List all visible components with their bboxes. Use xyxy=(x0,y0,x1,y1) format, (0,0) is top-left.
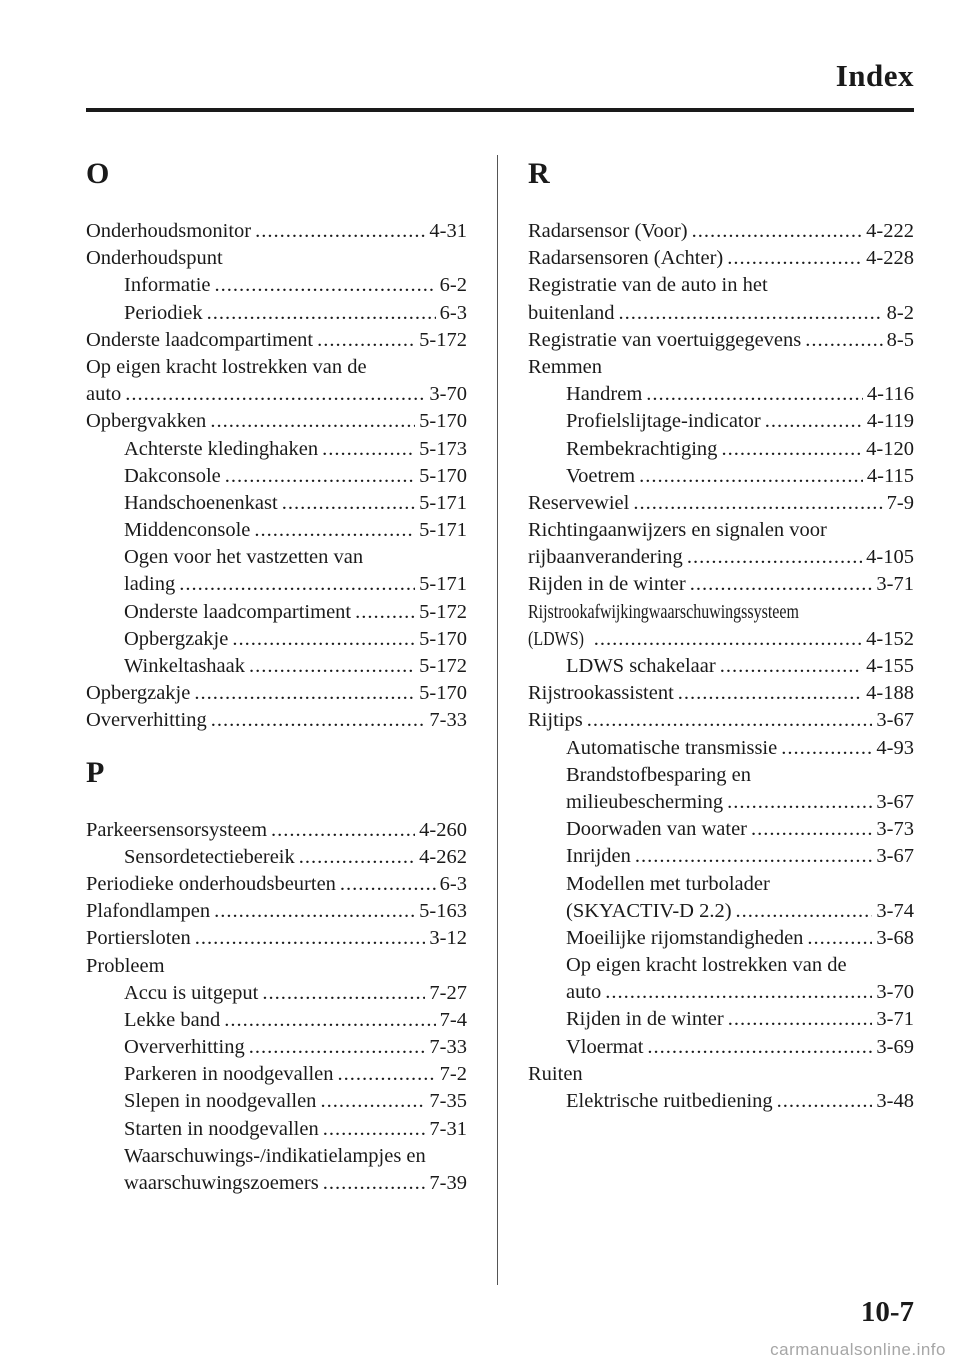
entry-page: 4-120 xyxy=(866,437,914,460)
dot-leader xyxy=(736,898,873,925)
index-subentry xyxy=(86,1034,467,1061)
dot-leader xyxy=(728,1006,873,1033)
index-subentry xyxy=(528,952,914,979)
entry-text: Voetrem xyxy=(566,464,636,487)
entry-text: Periodieke onderhoudsbeurten xyxy=(86,872,336,895)
watermark: carmanualsonline.info xyxy=(770,1340,946,1359)
index-subentry xyxy=(528,463,914,490)
entry-text: Onderhoudsmonitor xyxy=(86,220,252,242)
dot-leader xyxy=(232,626,415,653)
index-entry xyxy=(528,218,914,245)
entry-text: Onderhoudspunt xyxy=(86,247,223,270)
entry-page: 4-188 xyxy=(866,682,914,705)
index-section-o xyxy=(86,154,467,735)
column-divider xyxy=(497,155,498,1285)
entry-text: Rijden in de winter xyxy=(528,573,686,596)
entry-page: 3-70 xyxy=(876,981,914,1004)
entry-text: Onderste laadcompartiment xyxy=(86,328,314,351)
index-entry xyxy=(528,327,914,354)
dot-leader xyxy=(249,1034,426,1061)
entry-page: 7-39 xyxy=(429,1172,467,1194)
entry-text: Inrijden xyxy=(566,845,631,868)
dot-leader xyxy=(249,653,415,680)
entry-page: 4-115 xyxy=(866,464,914,487)
index-entry xyxy=(86,871,467,898)
dot-leader xyxy=(687,544,862,571)
entry-text: Radarsensoren (Achter) xyxy=(528,247,724,270)
index-entry xyxy=(86,408,467,435)
page-title: Index xyxy=(835,58,914,93)
entry-text: Moeilijke rijomstandigheden xyxy=(566,926,804,949)
dot-leader xyxy=(646,381,863,408)
dot-leader xyxy=(619,300,883,327)
index-subentry xyxy=(86,544,467,571)
entry-text: Oververhitting xyxy=(86,709,207,732)
entry-page: 5-170 xyxy=(419,410,467,433)
index-subentry xyxy=(528,816,914,843)
index-entry xyxy=(528,517,914,544)
entry-text: Probleem xyxy=(86,954,165,977)
index-entry xyxy=(528,571,914,598)
entry-page: 7-33 xyxy=(429,1036,467,1059)
dot-leader xyxy=(179,571,415,598)
index-subentry xyxy=(528,436,914,463)
index-entry xyxy=(86,817,467,844)
entry-text: Rijden in de winter xyxy=(566,1008,724,1031)
index-entry xyxy=(528,626,914,653)
entry-text: Lekke band xyxy=(124,1008,221,1031)
dot-leader xyxy=(254,517,415,544)
index-subentry xyxy=(528,735,914,762)
index-subentry xyxy=(86,980,467,1007)
entry-text: Handrem xyxy=(566,383,643,406)
entry-page: 3-73 xyxy=(876,818,914,841)
dot-leader xyxy=(690,571,873,598)
index-subentry xyxy=(86,490,467,517)
entry-text: Slepen in noodgevallen xyxy=(124,1090,317,1113)
index-entry xyxy=(86,381,467,408)
entry-page: 5-171 xyxy=(419,491,467,514)
dot-leader xyxy=(340,871,436,898)
entry-text: Waarschuwings-/indikatielampjes en xyxy=(124,1144,426,1167)
index-subentry xyxy=(86,1170,467,1197)
dot-leader xyxy=(215,272,436,299)
entry-text: Portiersloten xyxy=(86,927,191,950)
entry-page: 3-69 xyxy=(876,1035,914,1058)
index-entry xyxy=(528,707,914,734)
entry-text: lading xyxy=(124,573,176,596)
entry-text: Dakconsole xyxy=(124,464,221,487)
entry-page: 4-119 xyxy=(866,410,914,433)
index-subentry xyxy=(528,843,914,870)
entry-page: 3-48 xyxy=(876,1090,914,1112)
entry-page: 5-163 xyxy=(419,900,467,923)
index-entry xyxy=(528,680,914,707)
index-entry xyxy=(528,354,914,381)
index-entry xyxy=(528,490,914,517)
index-entry xyxy=(86,218,467,245)
dot-leader xyxy=(225,463,415,490)
entry-text: Sensordetectiebereik xyxy=(124,845,295,868)
dot-leader xyxy=(323,1116,426,1143)
entry-text: buitenland xyxy=(528,301,615,324)
entry-page: 3-71 xyxy=(876,1008,914,1031)
entry-text: Reservewiel xyxy=(528,491,630,514)
entry-text: Remmen xyxy=(528,355,603,378)
entry-page: 5-171 xyxy=(419,573,467,596)
index-subentry xyxy=(86,436,467,463)
entry-page: 3-67 xyxy=(876,709,914,732)
index-column-left xyxy=(86,154,467,1197)
entry-page: 5-173 xyxy=(419,437,467,460)
dot-leader xyxy=(605,979,872,1006)
section-letter: O xyxy=(86,157,110,190)
dot-leader xyxy=(777,1088,873,1115)
entry-text: Radarsensor (Voor) xyxy=(528,220,688,242)
index-section-p xyxy=(86,753,467,1198)
index-section-r xyxy=(528,154,914,1115)
entry-page: 5-170 xyxy=(419,627,467,650)
dot-leader xyxy=(337,1061,435,1088)
index-subentry xyxy=(86,1007,467,1034)
index-subentry xyxy=(528,653,914,680)
entry-page: 3-67 xyxy=(876,845,914,868)
entry-page: 5-172 xyxy=(419,600,467,623)
dot-leader xyxy=(805,327,882,354)
entry-page: 7-31 xyxy=(429,1117,467,1140)
index-entry xyxy=(528,300,914,327)
entry-text: Rijstrookafwijkingwaarschuwingssysteem xyxy=(528,600,799,623)
entry-text: Oververhitting xyxy=(124,1036,245,1059)
dot-leader xyxy=(692,218,863,245)
entry-page: 5-171 xyxy=(419,519,467,542)
dot-leader xyxy=(262,980,425,1007)
entry-page: 5-170 xyxy=(419,682,467,705)
entry-text: Brandstofbesparing en xyxy=(566,763,752,786)
index-subentry xyxy=(86,517,467,544)
entry-page: 4-105 xyxy=(866,546,914,569)
entry-page: 3-67 xyxy=(876,790,914,813)
index-subentry xyxy=(86,1088,467,1115)
entry-text: Ogen voor het vastzetten van xyxy=(124,546,364,569)
entry-text: Registratie van voertuiggegevens xyxy=(528,328,802,351)
entry-text: Profielslijtage-indicator xyxy=(566,410,761,433)
dot-leader xyxy=(639,463,863,490)
dot-leader xyxy=(355,599,415,626)
index-entry xyxy=(86,327,467,354)
entry-text: Registratie van de auto in het xyxy=(528,274,768,297)
entry-page: 7-35 xyxy=(429,1090,467,1113)
entry-text: Plafondlampen xyxy=(86,900,211,923)
entry-text: Parkeersensorsysteem xyxy=(86,818,268,841)
index-subentry xyxy=(86,1143,467,1170)
index-subentry xyxy=(86,653,467,680)
index-subentry xyxy=(86,1061,467,1088)
dot-leader xyxy=(211,707,426,734)
index-entry xyxy=(86,925,467,952)
dot-leader xyxy=(320,1088,425,1115)
index-entry xyxy=(86,898,467,925)
entry-text: (LDWS) xyxy=(528,627,584,650)
dot-leader xyxy=(807,925,872,952)
index-subentry xyxy=(528,925,914,952)
entry-page: 7-27 xyxy=(429,981,467,1004)
entry-text: Modellen met turbolader xyxy=(566,872,770,895)
index-column-right xyxy=(528,154,914,1115)
entry-text: Rijstrookassistent xyxy=(528,682,674,705)
dot-leader xyxy=(727,789,872,816)
entry-page: 5-170 xyxy=(419,464,467,487)
dot-leader xyxy=(210,408,415,435)
entry-text: Elektrische ruitbediening xyxy=(566,1090,773,1112)
index-subentry xyxy=(528,1034,914,1061)
entry-text: Rijtips xyxy=(528,709,583,732)
index-entry xyxy=(86,680,467,707)
entry-page: 4-152 xyxy=(866,627,914,650)
dot-leader xyxy=(721,436,862,463)
entry-text: auto xyxy=(566,981,602,1004)
entry-page: 4-155 xyxy=(866,655,914,677)
index-entry xyxy=(86,245,467,272)
index-subentry xyxy=(86,571,467,598)
entry-text: Richtingaanwijzers en signalen voor xyxy=(528,519,827,542)
entry-text: Periodiek xyxy=(124,301,203,324)
index-subentry xyxy=(528,762,914,789)
section-letter: R xyxy=(528,157,550,190)
dot-leader xyxy=(594,626,862,653)
dot-leader xyxy=(635,843,873,870)
entry-text: Middenconsole xyxy=(124,519,251,542)
entry-text: Op eigen kracht lostrekken van de xyxy=(566,954,847,977)
index-subentry xyxy=(86,463,467,490)
dot-leader xyxy=(727,245,862,272)
entry-page: 3-71 xyxy=(876,573,914,596)
entry-text: rijbaanverandering xyxy=(528,546,683,569)
index-entry xyxy=(528,1061,914,1088)
entry-page: 4-228 xyxy=(866,247,914,270)
header-rule xyxy=(86,108,914,112)
index-subentry xyxy=(528,789,914,816)
entry-text: Op eigen kracht lostrekken van de xyxy=(86,355,367,378)
dot-leader xyxy=(195,925,426,952)
index-entry xyxy=(86,707,467,734)
entry-text: Parkeren in noodgevallen xyxy=(124,1063,334,1086)
index-subentry xyxy=(86,626,467,653)
dot-leader xyxy=(633,490,882,517)
entry-text: Opbergvakken xyxy=(86,410,207,433)
dot-leader xyxy=(678,680,862,707)
index-entry xyxy=(86,953,467,980)
entry-page: 5-172 xyxy=(419,655,467,677)
dot-leader xyxy=(207,300,436,327)
index-entry xyxy=(528,599,914,626)
entry-page: 6-3 xyxy=(439,301,467,324)
index-subentry xyxy=(528,1006,914,1033)
entry-text: Informatie xyxy=(124,274,211,297)
entry-page: 7-2 xyxy=(439,1063,467,1086)
page-number: 10-7 xyxy=(860,1296,914,1328)
dot-leader xyxy=(751,816,872,843)
index-entry xyxy=(86,354,467,381)
entry-page: 4-260 xyxy=(419,818,467,841)
index-subentry xyxy=(86,599,467,626)
entry-text: LDWS schakelaar xyxy=(566,655,716,677)
dot-leader xyxy=(587,707,873,734)
dot-leader xyxy=(214,898,415,925)
dot-leader xyxy=(781,735,872,762)
dot-leader xyxy=(322,436,415,463)
dot-leader xyxy=(323,1170,426,1197)
dot-leader xyxy=(647,1034,872,1061)
dot-leader xyxy=(271,817,415,844)
entry-page: 4-262 xyxy=(419,845,467,868)
entry-page: 3-70 xyxy=(429,383,467,406)
entry-page: 7-4 xyxy=(439,1008,467,1031)
dot-leader xyxy=(255,218,425,245)
index-subentry xyxy=(528,871,914,898)
entry-text: Doorwaden van water xyxy=(566,818,748,841)
dot-leader xyxy=(125,381,425,408)
index-subentry xyxy=(528,1088,914,1115)
dot-leader xyxy=(194,680,415,707)
entry-text: Handschoenenkast xyxy=(124,491,278,514)
entry-page: 4-93 xyxy=(876,736,914,759)
entry-text: (SKYACTIV-D 2.2) xyxy=(566,899,732,922)
index-entry xyxy=(528,272,914,299)
entry-text: Rembekrachtiging xyxy=(566,437,718,460)
entry-text: Vloermat xyxy=(566,1035,644,1058)
index-entry xyxy=(528,544,914,571)
entry-page: 3-74 xyxy=(876,899,914,922)
entry-page: 6-2 xyxy=(439,274,467,297)
index-subentry xyxy=(86,844,467,871)
index-subentry xyxy=(528,381,914,408)
entry-page: 7-33 xyxy=(429,709,467,732)
index-subentry xyxy=(86,300,467,327)
dot-leader xyxy=(720,653,862,680)
entry-text: Accu is uitgeput xyxy=(124,981,259,1004)
dot-leader xyxy=(299,844,415,871)
entry-text: Ruiten xyxy=(528,1062,583,1085)
entry-text: milieubescherming xyxy=(566,790,724,813)
entry-page: 5-172 xyxy=(419,328,467,351)
entry-text: Onderste laadcompartiment xyxy=(124,600,352,623)
dot-leader xyxy=(765,408,863,435)
index-subentry xyxy=(528,979,914,1006)
entry-page: 4-31 xyxy=(429,220,467,242)
section-letter: P xyxy=(86,755,105,789)
entry-text: Opbergzakje xyxy=(124,627,229,650)
dot-leader xyxy=(282,490,415,517)
dot-leader xyxy=(317,327,415,354)
dot-leader xyxy=(224,1007,435,1034)
entry-page: 7-9 xyxy=(886,491,914,514)
entry-page: 4-116 xyxy=(866,383,914,406)
entry-text: waarschuwingszoemers xyxy=(124,1172,319,1194)
entry-text: Automatische transmissie xyxy=(566,736,778,759)
index-subentry xyxy=(86,272,467,299)
entry-page: 6-3 xyxy=(439,872,467,895)
entry-text: Opbergzakje xyxy=(86,682,191,705)
entry-text: auto xyxy=(86,383,122,406)
entry-page: 3-68 xyxy=(876,926,914,949)
index-entry xyxy=(528,245,914,272)
entry-text: Starten in noodgevallen xyxy=(124,1117,319,1140)
index-subentry xyxy=(528,408,914,435)
entry-text: Achterste kledinghaken xyxy=(124,437,319,460)
entry-page: 8-2 xyxy=(886,301,914,324)
entry-page: 8-5 xyxy=(886,328,914,351)
entry-page: 4-222 xyxy=(866,220,914,242)
entry-page: 3-12 xyxy=(429,927,467,950)
index-subentry xyxy=(528,898,914,925)
entry-text: Winkeltashaak xyxy=(124,655,245,677)
index-subentry xyxy=(86,1116,467,1143)
